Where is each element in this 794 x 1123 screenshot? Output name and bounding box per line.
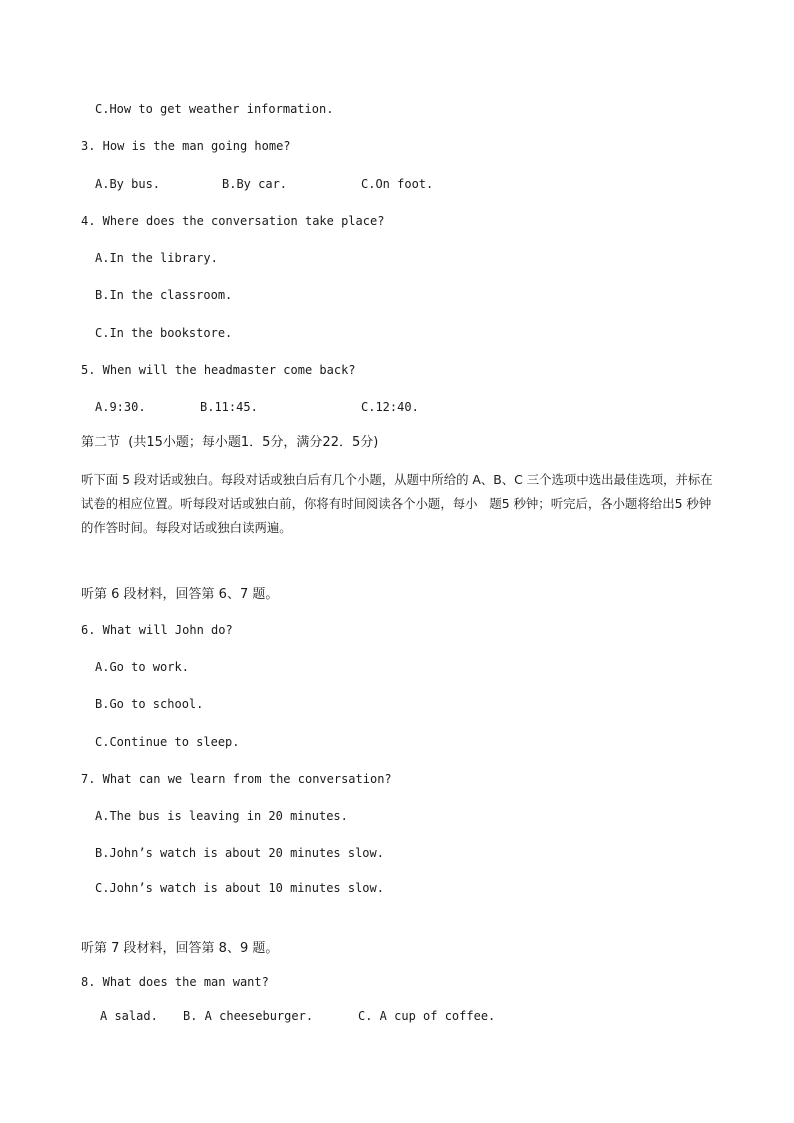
q7-option-c: C.John’s watch is about 10 minutes slow. [95, 881, 384, 895]
q8-option-b: B. A cheeseburger. [183, 1009, 314, 1023]
q6-question: 6. What will John do? [81, 623, 233, 637]
material-6-heading: 听第 6 段材料，回答第 6、7 题。 [81, 587, 279, 602]
q6-option-b: B.Go to school. [95, 697, 204, 711]
q5-option-c: C.12:40. [361, 400, 419, 414]
q6-option-a: A.Go to work. [95, 660, 189, 674]
q6-option-c: C.Continue to sleep. [95, 735, 240, 749]
q3-option-b: B.By car. [222, 177, 288, 191]
material-7-heading: 听第 7 段材料，回答第 8、9 题。 [81, 941, 279, 956]
instructions-line-1: 听下面 5 段对话或独白。每段对话或独白后有几个小题，从题中所给的 A、B、C 三个选项中选出最佳选项，并标在 [81, 472, 713, 487]
q3-option-c: C.On foot. [361, 177, 434, 191]
instructions-line-3: 的作答时间。每段对话或独白读两遍。 [81, 520, 292, 535]
q5-option-b: B.11:45. [200, 400, 258, 414]
q2-option-c: C.How to get weather information. [95, 102, 334, 116]
instructions-line-2: 试卷的相应位置。听每段对话或独白前，你将有时间阅读各个小题，每小 题5 秒钟；听完后，各小题将给出5 秒钟 [81, 496, 712, 511]
q4-option-c: C.In the bookstore. [95, 326, 233, 340]
q7-option-a: A.The bus is leaving in 20 minutes. [95, 809, 348, 823]
q5-option-a: A.9:30. [95, 400, 146, 414]
q4-question: 4. Where does the conversation take place? [81, 214, 385, 228]
q5-question: 5. When will the headmaster come back? [81, 363, 356, 377]
q7-option-b: B.John’s watch is about 20 minutes slow. [95, 846, 384, 860]
q4-option-a: A.In the library. [95, 251, 218, 265]
q3-question: 3. How is the man going home? [81, 139, 291, 153]
q7-question: 7. What can we learn from the conversation? [81, 772, 392, 786]
q4-option-b: B.In the classroom. [95, 288, 233, 302]
q8-option-c: C. A cup of coffee. [358, 1009, 496, 1023]
q3-option-a: A.By bus. [95, 177, 161, 191]
q8-option-a: A salad. [100, 1009, 158, 1023]
q8-question: 8. What does the man want? [81, 975, 269, 989]
section-two-heading: 第二节 (共15小题；每小题1．5分，满分22．5分) [81, 435, 379, 450]
